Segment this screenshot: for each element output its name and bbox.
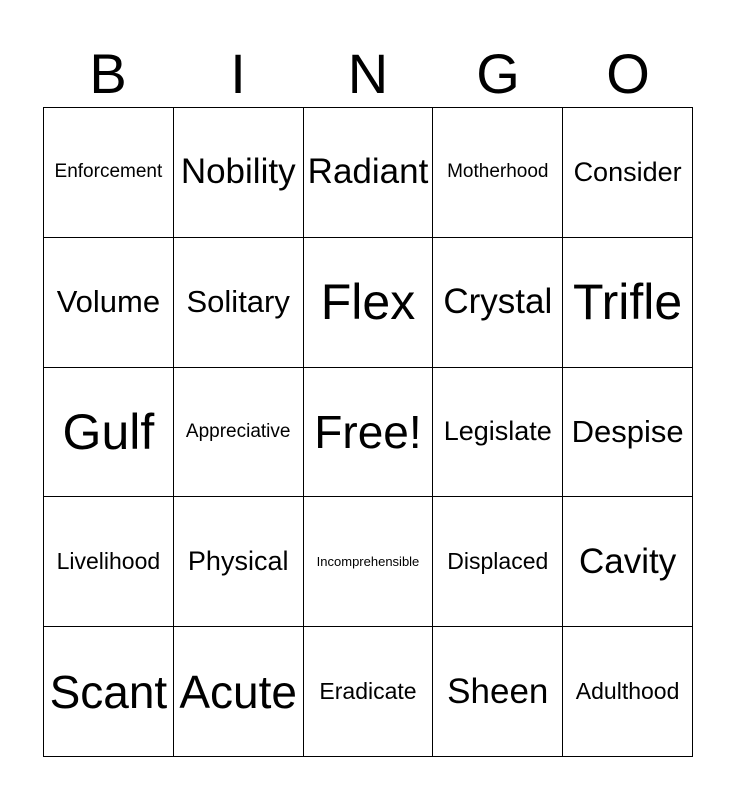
bingo-cell[interactable]: Livelihood xyxy=(44,497,174,627)
bingo-cell[interactable]: Radiant xyxy=(304,108,434,238)
bingo-cell[interactable]: Trifle xyxy=(563,238,693,368)
header-letter-n: N xyxy=(347,42,389,105)
bingo-grid xyxy=(43,107,693,757)
bingo-cell[interactable]: Physical xyxy=(174,497,304,627)
bingo-cell[interactable]: Appreciative xyxy=(174,368,304,498)
header-letter-b: B xyxy=(89,42,127,105)
bingo-cell[interactable]: Legislate xyxy=(433,368,563,498)
bingo-cell[interactable]: Cavity xyxy=(563,497,693,627)
bingo-cell[interactable]: Incomprehensible xyxy=(304,497,434,627)
bingo-cell[interactable]: Solitary xyxy=(174,238,304,368)
bingo-cell[interactable]: Acute xyxy=(174,627,304,757)
bingo-header xyxy=(43,42,693,106)
bingo-cell[interactable]: Displaced xyxy=(433,497,563,627)
bingo-cell[interactable]: Crystal xyxy=(433,238,563,368)
header-letter-o: O xyxy=(606,42,650,105)
bingo-cell[interactable]: Volume xyxy=(44,238,174,368)
bingo-cell[interactable]: Eradicate xyxy=(304,627,434,757)
bingo-cell[interactable]: Enforcement xyxy=(44,108,174,238)
bingo-cell[interactable]: Nobility xyxy=(174,108,304,238)
bingo-cell[interactable]: Scant xyxy=(44,627,174,757)
free-space-cell[interactable]: Free! xyxy=(304,368,434,498)
bingo-cell[interactable]: Sheen xyxy=(433,627,563,757)
header-letter-g: G xyxy=(476,42,520,105)
bingo-cell[interactable]: Flex xyxy=(304,238,434,368)
bingo-cell[interactable]: Adulthood xyxy=(563,627,693,757)
bingo-cell[interactable]: Gulf xyxy=(44,368,174,498)
bingo-cell[interactable]: Consider xyxy=(563,108,693,238)
header-letter-i: I xyxy=(230,42,246,105)
bingo-cell[interactable]: Motherhood xyxy=(433,108,563,238)
bingo-cell[interactable]: Despise xyxy=(563,368,693,498)
